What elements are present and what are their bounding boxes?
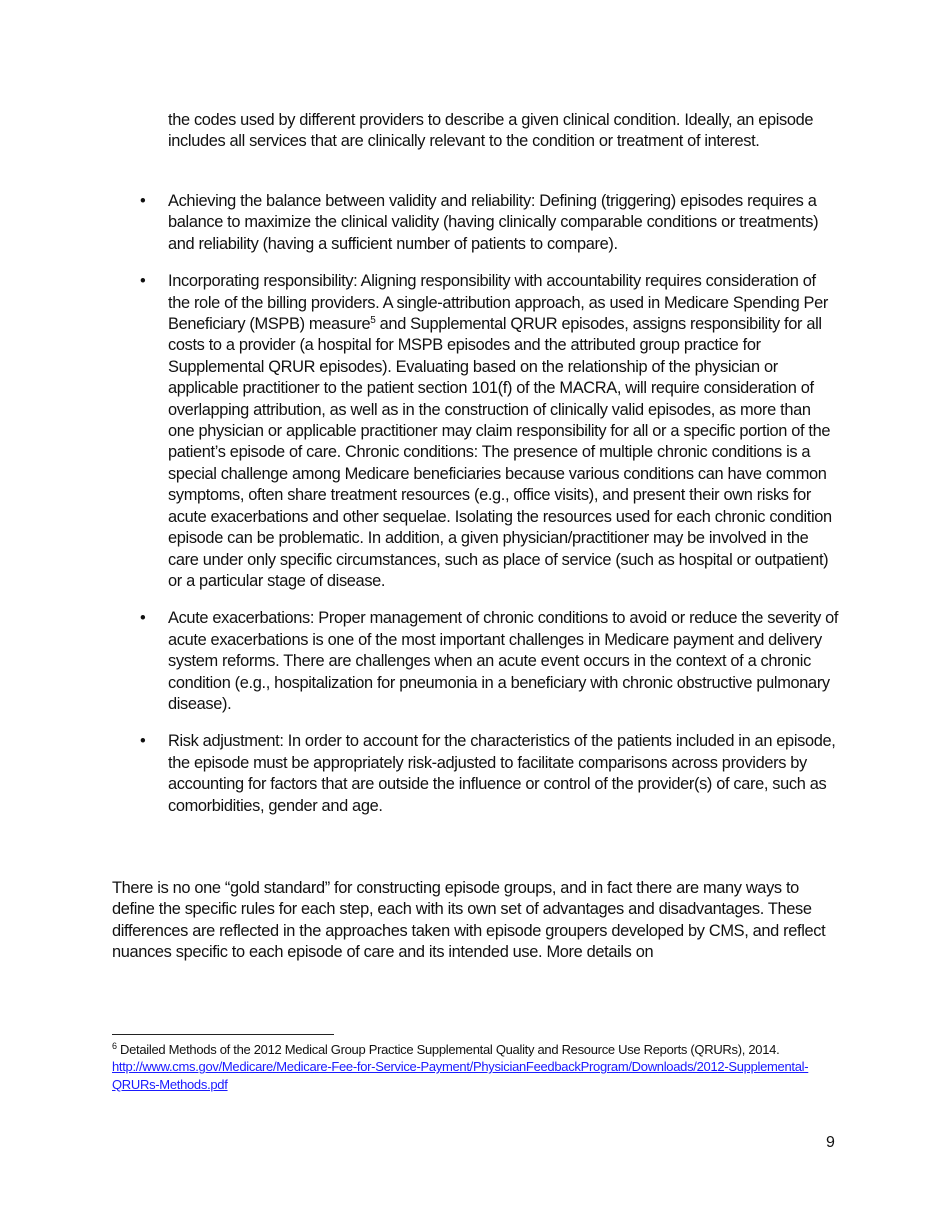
bullet-text: Achieving the balance between validity and reliability: Defining (triggering) episodes requires a balance to maximize the clinical validity (having clinically comparable conditions or treatments) and reliability (having a sufficient number of patients to compare). — [168, 192, 819, 253]
bullet-marker: • — [140, 192, 146, 210]
footnote-text: Detailed Methods of the 2012 Medical Group Practice Supplemental Quality and Resource Use Reports (QRURs), 2014. — [116, 1042, 780, 1057]
footnote-number: 6 — [112, 1041, 117, 1051]
footnote-link[interactable]: http://www.cms.gov/Medicare/Medicare-Fee-for-Service-Payment/PhysicianFeedbackProgram/Downloads/2012-Supplemental-QRURs-Methods.pdf — [112, 1059, 809, 1092]
bullet-marker: • — [140, 732, 146, 751]
bullet-risk-adjustment — [112, 731, 840, 817]
bullet-text-part1: Incorporating responsibility: Aligning responsibility with accountability requires consideration of the role of the billing providers. A single-attribution approach, as used in Medicare Spending Per Beneficiary (MSPB) measure — [168, 272, 828, 334]
bullet-validity-reliability — [112, 191, 840, 255]
continuation-paragraph: the codes used by different providers to describe a given clinical condition. Ideally, an episode includes all services that are clinically relevant to the condition or treatment of interest. — [168, 111, 814, 151]
bullet-marker: • — [140, 609, 146, 628]
bullet-responsibility — [112, 271, 840, 592]
bullet-text: Risk adjustment: In order to account for the characteristics of the patients included in an episode, the episode must be appropriately risk-adjusted to facilitate comparisons across providers by accounting for factors that are outside the influence or control of the provider(s) of care, such as comorbidities, gender and age. — [168, 732, 836, 815]
footnote-6 — [112, 1041, 840, 1093]
bullet-text-part2: and Supplemental QRUR episodes, assigns responsibility for all costs to a provider (a hospital for MSPB episodes and the attributed group practice for Supplemental QRUR episodes). Evaluating based on the relationship of the physician or applicable practitioner to the patient section 101(f) of the MACRA, will require consideration of overlapping attribution, as well as in the construction of clinically valid episodes, as more than one physician or applicable practitioner may claim responsibility for all or a specific portion of the patient’s episode of care. Chronic conditions: The presence of multiple chronic conditions is a special challenge among Medicare beneficiaries because various conditions can have common symptoms, often share treatment resources (e.g., office visits), and present their own risks for acute exacerbations and other sequelae. Isolating the resources used for each chronic condition episode can be problematic. In addition, a given physician/practitioner may be involved in the care under only specific circumstances, such as place of service (such as hospital or outpatient) or a particular stage of disease. — [168, 315, 832, 590]
page-number: 9 — [826, 1134, 835, 1151]
footnote-divider — [112, 1034, 334, 1035]
bullet-text: Acute exacerbations: Proper management of chronic conditions to avoid or reduce the severity of acute exacerbations is one of the most important challenges in Medicare payment and delivery system reforms. There are challenges when an acute event occurs in the context of a chronic condition (e.g., hospitalization for pneumonia in a beneficiary with chronic obstructive pulmonary disease). — [168, 609, 839, 713]
bullet-acute-exacerbations — [112, 608, 840, 715]
bullet-list — [112, 191, 840, 833]
bullet-marker: • — [140, 272, 146, 291]
main-paragraph: There is no one “gold standard” for constructing episode groups, and in fact there are many ways to define the specific rules for each step, each with its own set of advantages and disadvantages. These differences are reflected in the approaches taken with episode groupers developed by CMS, and reflect nuances specific to each episode of care and its intended use. More details on — [112, 879, 826, 962]
footnote-ref-5: 5 — [370, 315, 376, 327]
